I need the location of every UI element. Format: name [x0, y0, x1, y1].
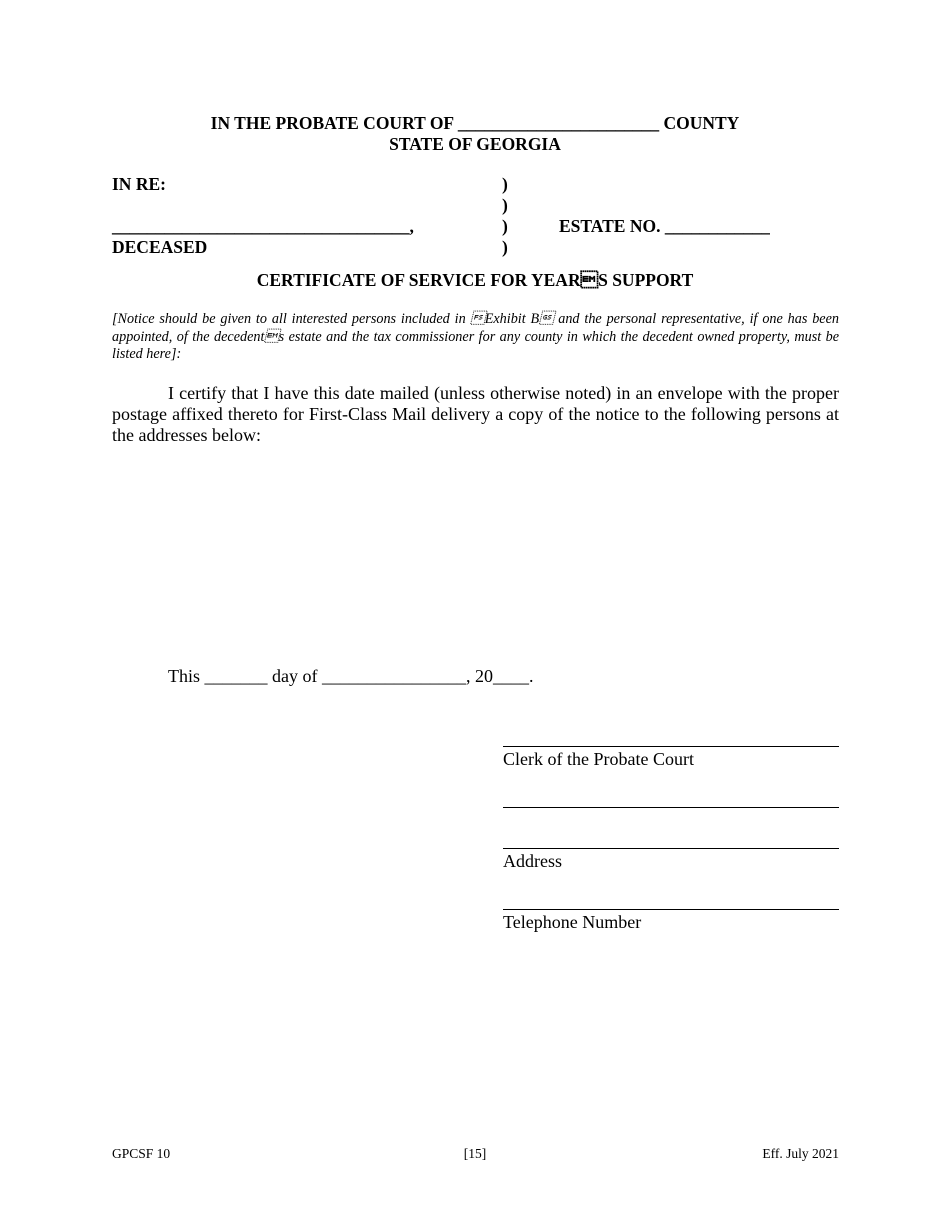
decedent-name-line: __________________________________,	[112, 216, 414, 236]
caption-paren: )	[502, 174, 508, 194]
telephone-label: Telephone Number	[503, 912, 642, 932]
effective-date: Eff. July 2021	[762, 1146, 839, 1161]
date-line: This _______ day of ________________, 20____.	[168, 666, 534, 686]
court-header: IN THE PROBATE COURT OF _______________________ COUNTY	[210, 113, 740, 133]
address-label: Address	[503, 851, 562, 871]
caption-paren: )	[502, 237, 508, 257]
notice-instruction: [Notice should be given to all interested persons included in Exhibit B and the personal representative, if one has been appointed, of the decedents estate and the tax commissioner for any county in which the decedent owned property, must be listed here]:	[112, 311, 839, 362]
address-line-2	[503, 848, 839, 849]
estate-number: ESTATE NO. ____________	[559, 216, 770, 236]
address-line-1	[503, 807, 839, 808]
deceased-label: DECEASED	[112, 237, 208, 257]
form-id: GPCSF 10	[112, 1146, 171, 1161]
in-re-label: IN RE:	[112, 174, 166, 194]
state-header: STATE OF GEORGIA	[389, 134, 561, 154]
clerk-signature-line	[503, 746, 839, 747]
document-title: CERTIFICATE OF SERVICE FOR YEARS SUPPORT	[256, 270, 694, 290]
certification-paragraph: I certify that I have this date mailed (unless otherwise noted) in an envelope with the proper postage affixed thereto for First-Class Mail delivery a copy of the notice to the following persons at the addresses below:	[112, 383, 839, 445]
caption-paren: )	[502, 195, 508, 215]
caption-paren: )	[502, 216, 508, 236]
telephone-line	[503, 909, 839, 910]
clerk-label: Clerk of the Probate Court	[503, 749, 694, 769]
page-number: [15]	[463, 1146, 487, 1161]
